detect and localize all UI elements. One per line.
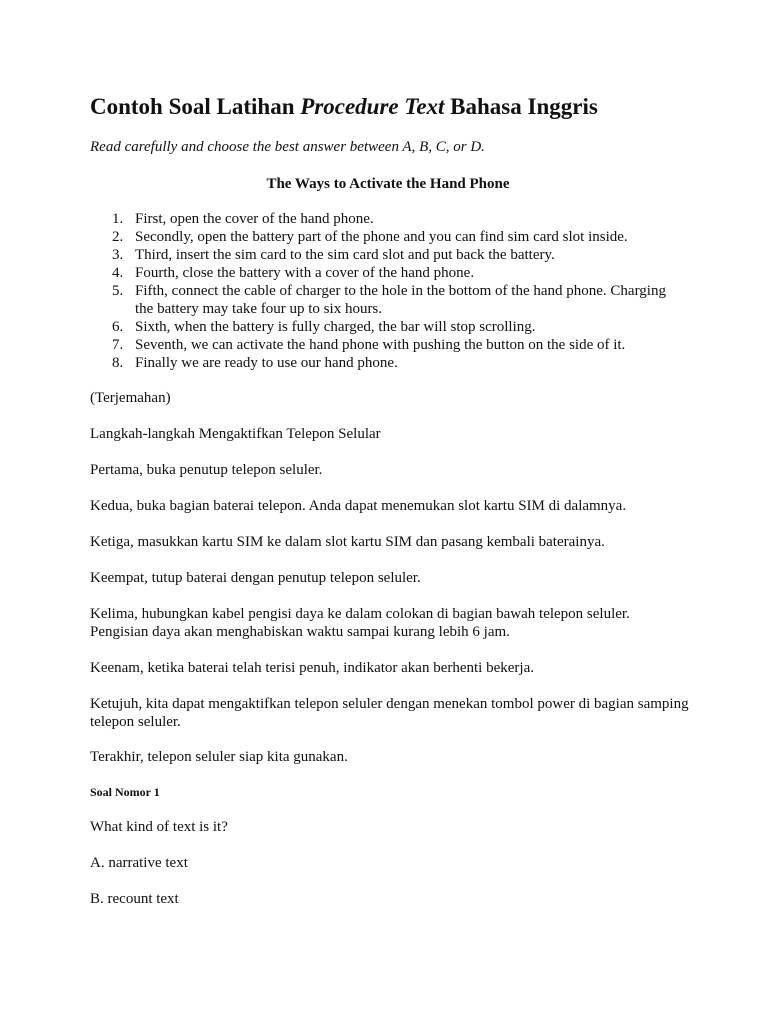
step-number: 5. xyxy=(112,283,124,299)
translation-paragraph: Keenam, ketika baterai telah terisi penuh, indikator akan berhenti bekerja. xyxy=(90,660,534,676)
list-item xyxy=(90,246,680,264)
title-part-1: Contoh Soal Latihan xyxy=(90,94,301,119)
question-label: Soal Nomor 1 xyxy=(90,785,160,799)
translation-paragraph: Pertama, buka penutup telepon seluler. xyxy=(90,462,323,478)
translation-paragraph: Keempat, tutup baterai dengan penutup telepon seluler. xyxy=(90,570,421,586)
list-item xyxy=(90,228,680,246)
step-text: Finally we are ready to use our hand phone. xyxy=(135,355,398,371)
translation-paragraph: Terakhir, telepon seluler siap kita gunakan. xyxy=(90,749,348,765)
translation-paragraph: Ketiga, masukkan kartu SIM ke dalam slot kartu SIM dan pasang kembali baterainya. xyxy=(90,534,605,550)
answer-option-b: B. recount text xyxy=(90,891,179,907)
step-number: 6. xyxy=(112,319,124,335)
answer-option-a: A. narrative text xyxy=(90,855,188,871)
step-number: 3. xyxy=(112,247,124,263)
list-item xyxy=(90,264,680,282)
step-text: Sixth, when the battery is fully charged, the bar will stop scrolling. xyxy=(135,319,536,335)
step-text: Fourth, close the battery with a cover of the hand phone. xyxy=(135,265,475,281)
instruction-text: Read carefully and choose the best answer between A, B, C, or D. xyxy=(90,139,485,155)
translation-title: Langkah-langkah Mengaktifkan Telepon Selular xyxy=(90,426,381,442)
step-text: Secondly, open the battery part of the phone and you can find sim card slot inside. xyxy=(135,229,628,245)
translation-paragraph: Kelima, hubungkan kabel pengisi daya ke dalam colokan di bagian bawah telepon seluler. Pengisian daya akan menghabiskan waktu sampai kurang lebih 6 jam. xyxy=(90,606,630,640)
step-number: 2. xyxy=(112,229,124,245)
step-number: 8. xyxy=(112,355,124,371)
step-number: 7. xyxy=(112,337,124,353)
translation-paragraph: Ketujuh, kita dapat mengaktifkan telepon seluler dengan menekan tombol power di bagian samping telepon seluler. xyxy=(90,696,689,730)
steps-list xyxy=(90,210,680,372)
step-text: Fifth, connect the cable of charger to the hole in the bottom of the hand phone. Charging the battery may take four up to six hours. xyxy=(135,283,666,317)
list-item xyxy=(90,336,680,354)
title-part-3: Bahasa Inggris xyxy=(444,94,598,119)
translation-paragraph: Kedua, buka bagian baterai telepon. Anda dapat menemukan slot kartu SIM di dalamnya. xyxy=(90,498,627,514)
list-item xyxy=(90,318,680,336)
step-number: 4. xyxy=(112,265,124,281)
step-text: First, open the cover of the hand phone. xyxy=(135,211,374,227)
text-title: The Ways to Activate the Hand Phone xyxy=(266,176,510,192)
title-part-2: Procedure Text xyxy=(300,94,445,119)
list-item xyxy=(90,210,680,228)
step-text: Seventh, we can activate the hand phone with pushing the button on the side of it. xyxy=(135,337,626,353)
question-text: What kind of text is it? xyxy=(90,819,228,835)
document-title xyxy=(90,92,598,122)
step-number: 1. xyxy=(112,211,124,227)
step-text: Third, insert the sim card to the sim card slot and put back the battery. xyxy=(135,247,555,263)
list-item xyxy=(90,354,680,372)
translation-label: (Terjemahan) xyxy=(90,390,171,406)
list-item xyxy=(90,282,680,318)
